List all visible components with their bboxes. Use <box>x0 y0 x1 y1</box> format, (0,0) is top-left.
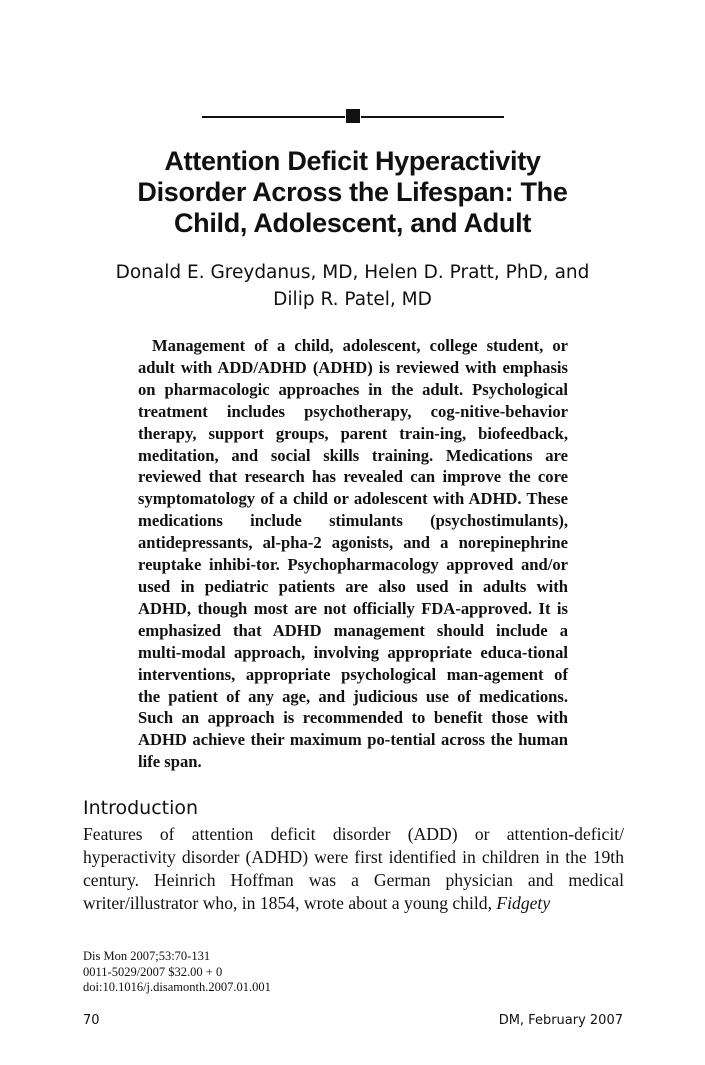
citation-doi: doi:10.1016/j.disamonth.2007.01.001 <box>83 980 271 995</box>
abstract: Management of a child, adolescent, college student, or adult with ADD/ADHD (ADHD) is reviewed with emphasis on pharmacologic approaches in the adult. Psychological treatment includes psychotherapy, cog-nitive-behavior therapy, support groups, parent train-ing, biofeedback, meditation, and social skills training. Medications are reviewed that research has revealed can improve the core symptomatology of a child or adolescent with ADHD. These medications include stimulants (psychostimulants), antidepressants, al-pha-2 agonists, and a norepinephrine reuptake inhibi-tor. Psychopharmacology approved and/or used in pediatric patients are also used in adults with ADHD, though most are not officially FDA-approved. It is emphasized that ADHD management should include a multi-modal approach, involving appropriate educa-tional interventions, appropriate psychological man-agement of the patient of any age, and judicious use of medications. Such an approach is recommended to benefit those with ADHD achieve their maximum po-tential across the human life span. <box>138 336 568 772</box>
running-footer: DM, February 2007 <box>498 1013 623 1028</box>
authors-line-1: Donald E. Greydanus, MD, Helen D. Pratt, PhD, and <box>115 262 590 283</box>
ornament-square <box>346 109 360 123</box>
citation-issn-price: 0011-5029/2007 $32.00 + 0 <box>83 964 223 979</box>
title-ornament <box>202 109 504 123</box>
citation-journal: Dis Mon 2007;53:70-131 <box>83 949 211 963</box>
citation-block <box>83 949 271 996</box>
introduction-paragraph <box>83 823 624 915</box>
author-list <box>60 259 645 313</box>
ornament-rule-right <box>361 116 504 118</box>
authors-line-2: Dilip R. Patel, MD <box>273 289 432 310</box>
page-number: 70 <box>83 1013 100 1028</box>
title-line-1: Attention Deficit Hyperactivity <box>164 146 541 176</box>
article-title <box>80 146 625 239</box>
title-line-3: Child, Adolescent, and Adult <box>173 208 532 238</box>
ornament-rule-left <box>202 116 345 118</box>
section-heading-introduction: Introduction <box>83 797 199 819</box>
introduction-italic-title: Fidgety <box>496 893 551 913</box>
title-line-2: Disorder Across the Lifespan: The <box>137 177 568 207</box>
introduction-text: Features of attention deficit disorder (ADD) or attention-deficit/ hyperactivity disorder (ADHD) were first identified in children in the 19th century. Heinrich Hoffman was a German physician and medical writer/illustrator who, in 1854, wrote about a young child, <box>83 824 624 913</box>
